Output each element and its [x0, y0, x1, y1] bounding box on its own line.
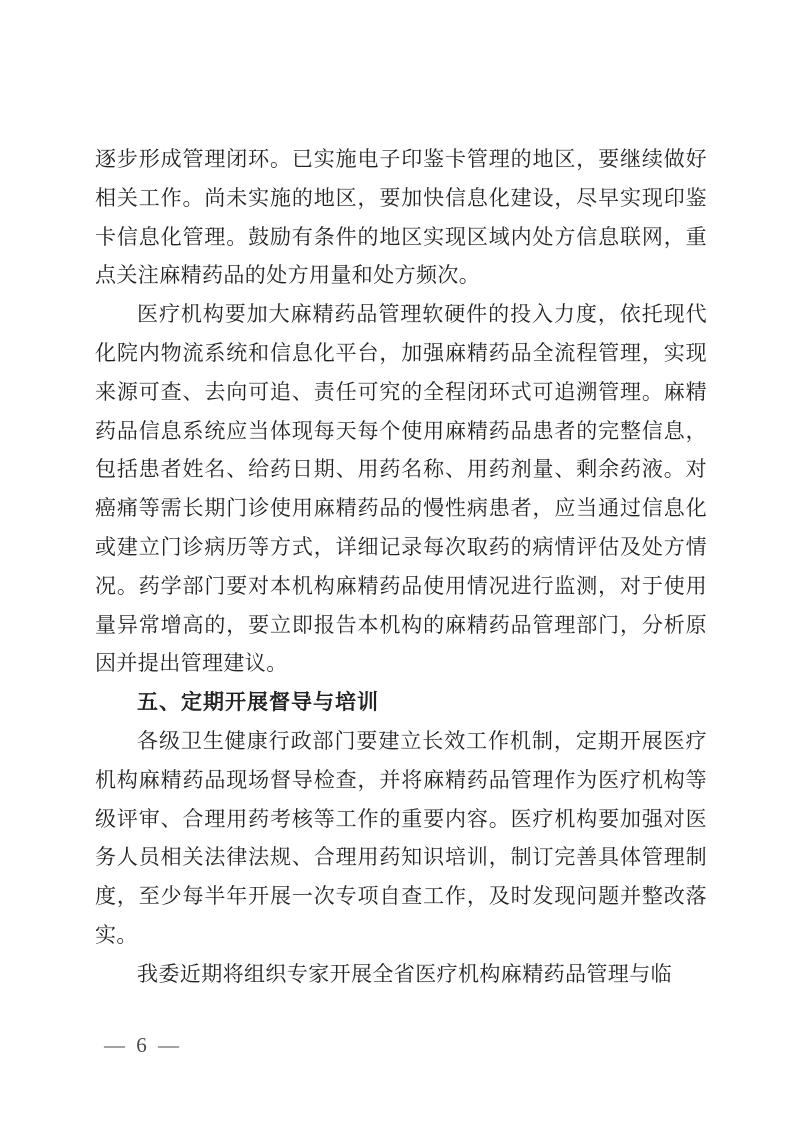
- text-line: 药品信息系统应当体现每天每个使用麻精药品患者的完整信息，: [95, 418, 707, 443]
- text-line: 化院内物流系统和信息化平台，加强麻精药品全流程管理，实现: [95, 340, 707, 365]
- text-line: 医疗机构要加大麻精药品管理软硬件的投入力度，依托现代: [137, 302, 707, 327]
- text-line: 癌痛等需长期门诊使用麻精药品的慢性病患者，应当通过信息化: [95, 496, 707, 521]
- text-line: 来源可查、去向可追、责任可究的全程闭环式可追溯管理。麻精: [95, 379, 707, 404]
- text-line: 包括患者姓名、给药日期、用药名称、用药剂量、剩余药液。对: [95, 457, 707, 482]
- paragraph: [95, 722, 707, 955]
- document-body: [95, 140, 707, 994]
- text-line: 相关工作。尚未实施的地区，要加快信息化建设，尽早实现印鉴: [95, 185, 707, 210]
- paragraph: [95, 295, 707, 683]
- text-line: 机构麻精药品现场督导检查，并将麻精药品管理作为医疗机构等: [95, 767, 707, 792]
- text-line: 逐步形成管理闭环。已实施电子印鉴卡管理的地区，要继续做好: [95, 147, 707, 171]
- page-number: — 6 —: [104, 1033, 182, 1057]
- text-line: 况。药学部门要对本机构麻精药品使用情况进行监测，对于使用: [95, 573, 707, 598]
- text-line: 度，至少每半年开展一次专项自查工作，及时发现问题并整改落: [95, 884, 707, 909]
- text-line: 量异常增高的，要立即报告本机构的麻精药品管理部门，分析原: [95, 612, 707, 637]
- text-line: 实。: [95, 922, 138, 947]
- text-line: 或建立门诊病历等方式，详细记录每次取药的病情评估及处方情: [95, 534, 707, 559]
- text-line: 级评审、合理用药考核等工作的重要内容。医疗机构要加强对医: [95, 806, 707, 831]
- text-line: 务人员相关法律法规、合理用药知识培训，制订完善具体管理制: [95, 845, 707, 870]
- text-line: 各级卫生健康行政部门要建立长效工作机制，定期开展医疗: [137, 728, 707, 753]
- paragraph: [95, 140, 707, 295]
- text-line: 卡信息化管理。鼓励有条件的地区实现区域内处方信息联网，重: [95, 224, 707, 249]
- paragraph: [95, 955, 707, 994]
- heading-line: 五、定期开展督导与培训: [137, 690, 379, 715]
- section-heading: [95, 683, 707, 722]
- text-line: 因并提出管理建议。: [95, 651, 288, 676]
- text-line: 点关注麻精药品的处方用量和处方频次。: [95, 263, 481, 288]
- text-line: 我委近期将组织专家开展全省医疗机构麻精药品管理与临: [137, 961, 672, 986]
